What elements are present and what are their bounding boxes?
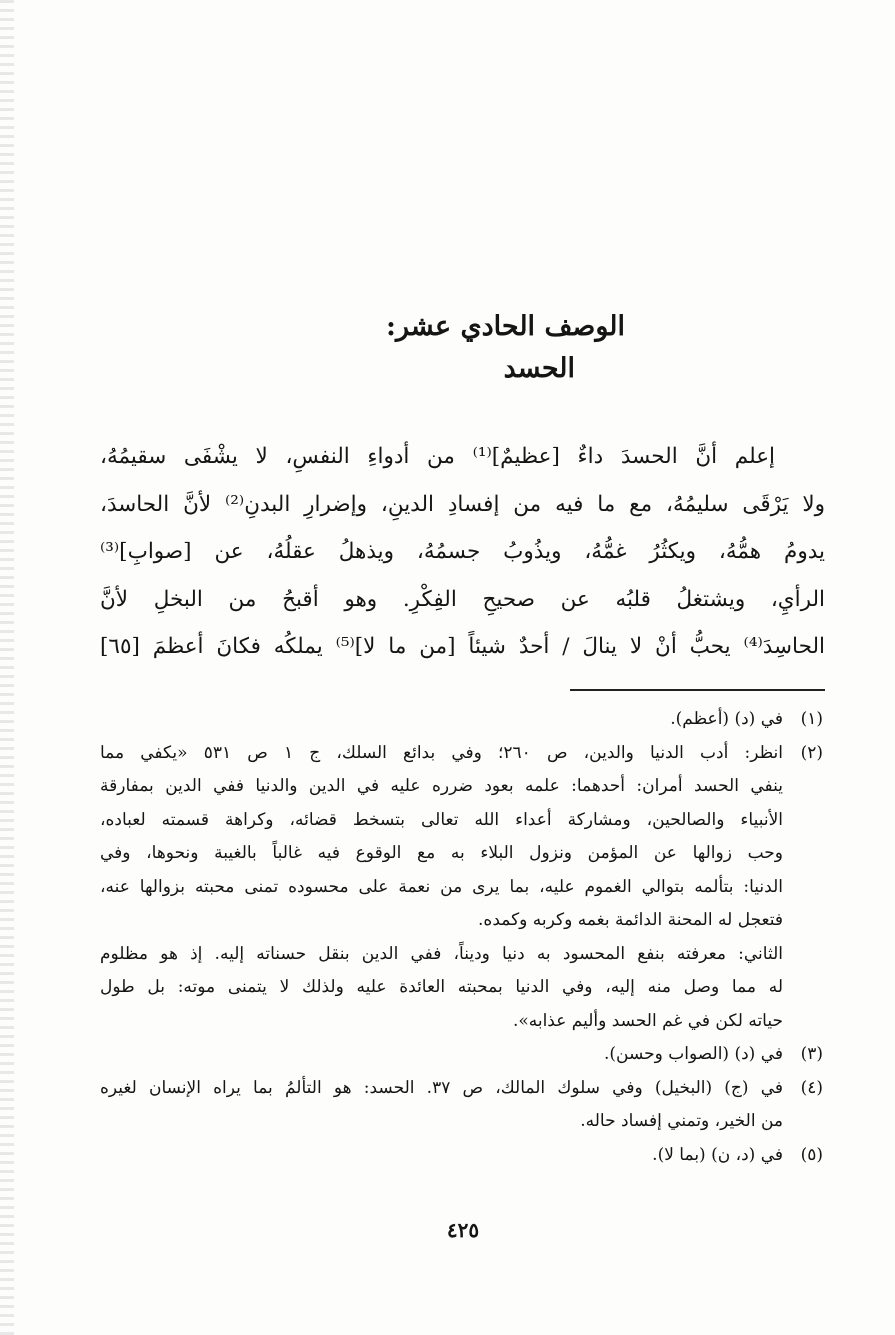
section-subheading: الحسد	[503, 353, 575, 384]
footnote-line: وحب زوالها عن المؤمن ونزول البلاء به مع الوقوع فيه غالباً بالغيبة ونحوها، وفي	[100, 843, 783, 863]
footnote-line: في (د، ن) (بما لا).	[652, 1144, 783, 1165]
footnote-line: في (ج) (البخيل) وفي سلوك المالك، ص ٣٧. الحسد: هو التألمُ بما يراه الإنسان لغيره	[100, 1077, 784, 1098]
footnote-5	[100, 1139, 823, 1173]
footnote-line: انظر: أدب الدنيا والدين، ص ٢٦٠؛ وفي بدائع السلك، ج ١ ص ٥٣١ «يكفي مما	[100, 742, 783, 763]
book-page	[90, 0, 835, 1335]
footnote-line: الأنبياء والصالحين، ومشاركة أعداء الله تعالى بتسخط قضائه، وكراهة قسمته لعباده،	[100, 809, 783, 830]
footnote-1	[100, 703, 823, 737]
paragraph-line: ولا يَرْقَى سليمُهُ، مع ما فيه من إفسادِ الدينِ، وإضرارِ البدنِ⁽²⁾ لأنَّ الحاسدَ،	[100, 491, 825, 517]
footnote-line: له مما وصل منه إليه، وفي الدنيا بمحبته العائدة عليه ولذلك لا يتمنى موته: بل طول	[100, 977, 783, 997]
paragraph-line: يدومُ همُّهُ، ويكثُرُ غمُّهُ، ويذُوبُ جسمُهُ، ويذهلُ عقلُهُ، عن [صوابِ]⁽³⁾	[100, 539, 825, 564]
page-number: ٤٢٥	[446, 1218, 480, 1242]
footnote-line: في (د) (الصواب وحسن).	[604, 1044, 783, 1064]
footnote-4	[100, 1072, 823, 1139]
paragraph-line: الحاسِدَ⁽⁴⁾ يحبُّ أنْ لا ينالَ / أحدٌ شيئاً [من ما لا]⁽⁵⁾ يملكُه فكانَ أعظمَ [٦٥]	[100, 634, 825, 659]
footnote-number: (٢)	[800, 742, 823, 763]
section-heading: الوصف الحادي عشر:	[386, 311, 625, 342]
footnote-line: من الخير، وتمني إفساد حاله.	[580, 1111, 783, 1131]
footnote-2	[100, 737, 823, 1039]
page-gutter-shadow	[0, 0, 14, 1335]
footnote-number: (٥)	[800, 1144, 823, 1165]
main-paragraph	[100, 433, 825, 671]
footnote-separator	[570, 689, 825, 691]
footnote-line: الثاني: معرفته بنفع المحسود به دنيا وديناً، ففي الدين بنقل حسناته إليه. إذ هو مظلوم	[100, 943, 783, 964]
paragraph-line: الرأيِ، ويشتغلُ قلبُه عن صحيحِ الفِكْرِ. وهو أقبحُ من البخلِ لأنَّ	[100, 586, 825, 612]
footnotes-section	[100, 703, 823, 1172]
footnote-number: (٣)	[800, 1044, 823, 1064]
footnote-line: الدنيا: بتألمه بتوالي الغموم عليه، بما يرى من نعمة على محسوده تمنى محبته بزوالها عنه،	[100, 876, 783, 897]
footnote-line: في (د) (أعظم).	[670, 709, 783, 729]
footnote-line: حياته لكن في غم الحسد وأليم عذابه».	[512, 1010, 783, 1031]
footnote-number: (١)	[800, 709, 823, 729]
footnote-line: ينفي الحسد أمران: أحدهما: علمه بعود ضرره عليه في الدين والدنيا ففي الدين بمفارقة	[100, 776, 783, 796]
footnote-line: فتعجل له المحنة الدائمة بغمه وكربه وكمده.	[478, 910, 783, 930]
paragraph-line: إعلم أنَّ الحسدَ داءٌ [عظيمٌ]⁽¹⁾ من أدواءِ النفسِ، لا يشْفَى سقيمُهُ،	[100, 444, 775, 469]
footnote-3	[100, 1038, 823, 1072]
footnote-number: (٤)	[800, 1077, 823, 1098]
